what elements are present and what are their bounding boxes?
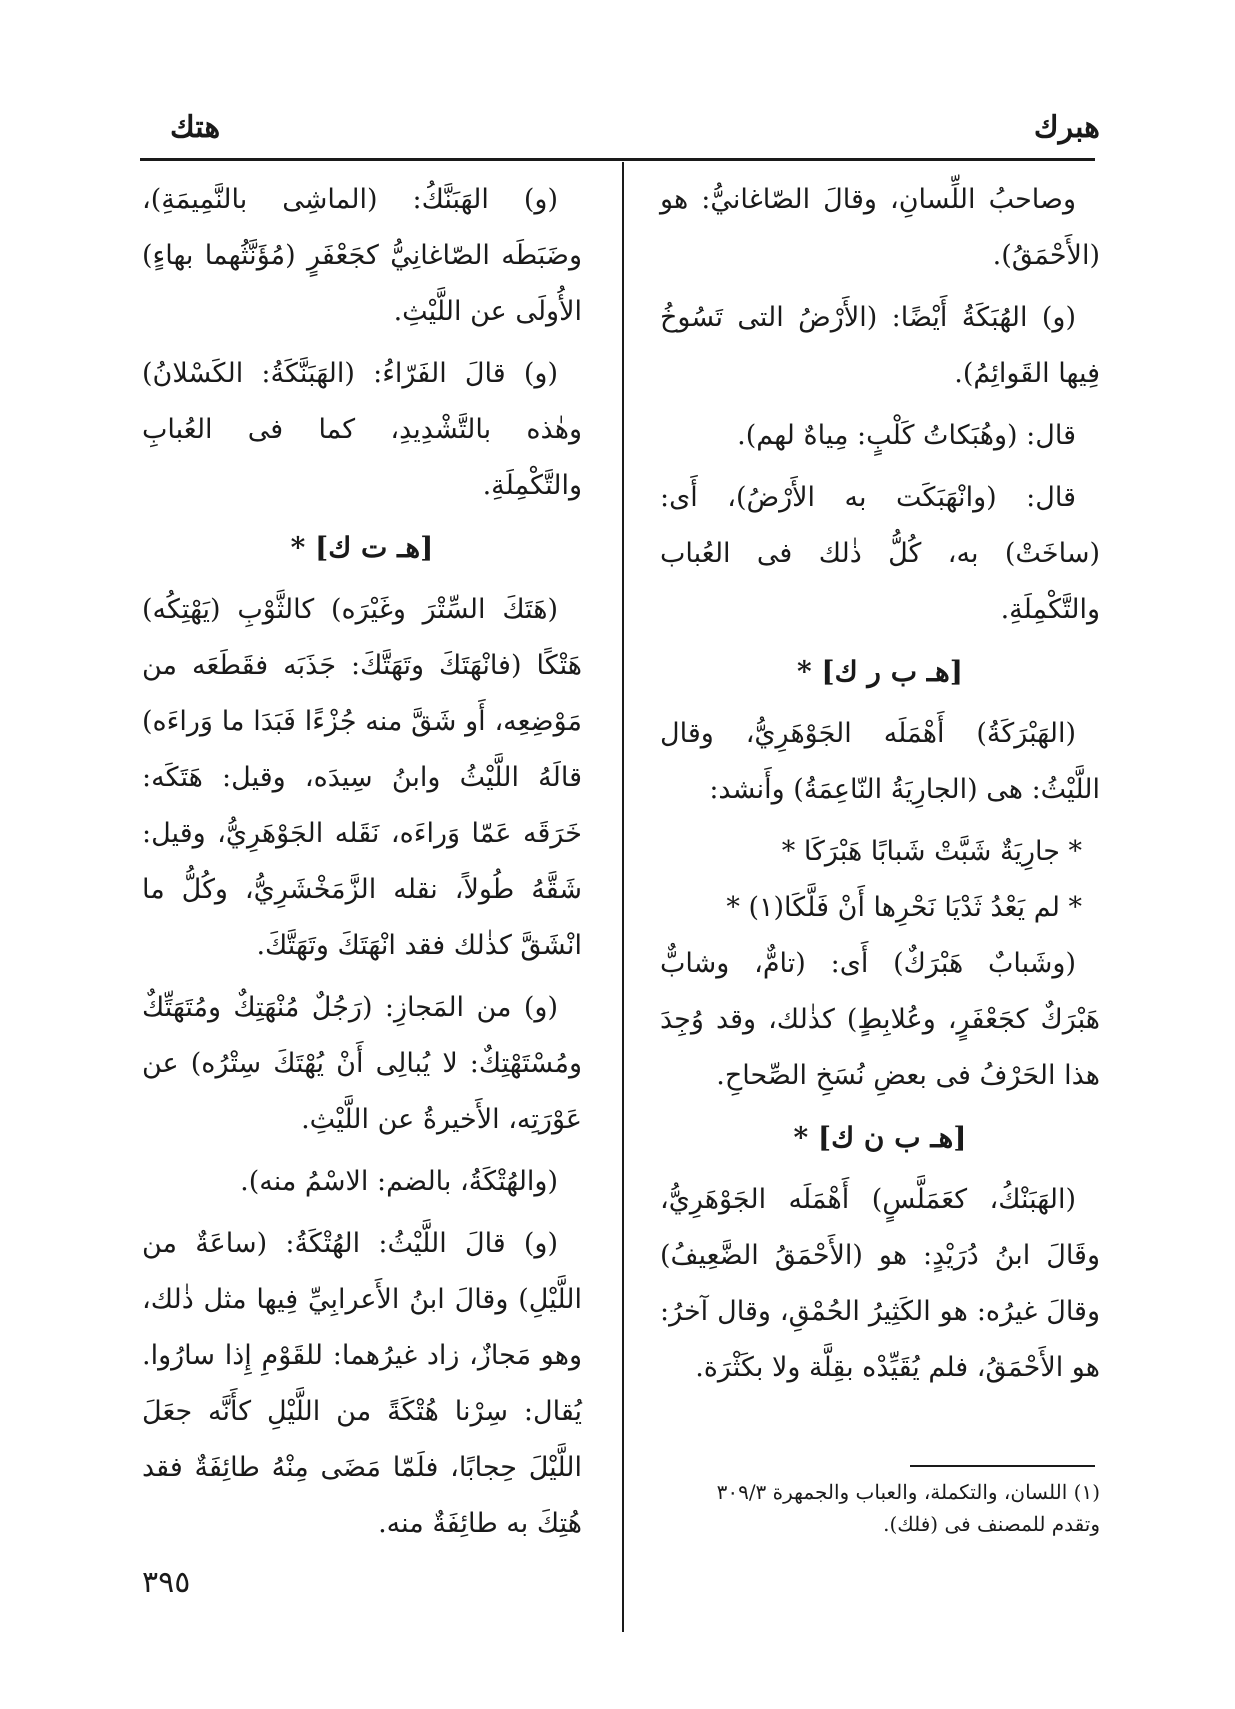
entry-paragraph: وصاحبُ اللِّسانِ، وقالَ الصّاغانيُّ: هو (الأَحْمَقُ).	[660, 184, 1100, 271]
entry-paragraph: (الهَبَنْكُ، كعَمَلَّسٍ) أَهْمَلَه الجَوْهَرِيُّ، وقَالَ ابنُ دُرَيْدٍ: هو (الأَحْمَقُ الضَّعِيفُ) وقالَ غيرُه: هو الكَثِيرُ الحُمْقِ، وقال آخرُ: هو الأَحْمَقُ، فلم يُقَيِّدْه بقِلَّة ولا بكَثْرَة.	[660, 1184, 1100, 1383]
entry-paragraph: قال: (وانْهَبَكَت به الأَرْضُ)، أَى: (ساخَتْ) به، كُلُّ ذٰلك فى العُباب والتَّكْمِلَةِ.	[660, 482, 1100, 625]
entry-paragraph: (و) الهَبَنَّكُ: (الماشِى بالنَّمِيمَةِ)، وضَبَطَه الصّاغانِيُّ كجَعْفَرٍ (مُؤَنَّثُهما بهاءٍ) الأُولَى عن اللَّيْثِ.	[142, 184, 582, 327]
entry-paragraph: (الهَبْرَكَةُ) أَهْمَلَه الجَوْهَرِيُّ، وقال اللَّيْثُ: هى (الجارِيَةُ النّاعِمَةُ) وأَنشد:	[660, 718, 1100, 805]
left-column	[142, 172, 582, 1558]
entry-paragraph: (و) قالَ الفَرّاءُ: (الهَبَنَّكَةُ: الكَسْلانُ) وهٰذه بالتَّشْدِيدِ، كما فى العُبابِ والتَّكْمِلَةِ.	[142, 358, 582, 501]
verse-line: * جارِيَةٌ شَبَّتْ شَبابًا هَبْرَكَا *	[781, 836, 1082, 867]
root-heading: [هـ ب ن ك] *	[793, 1121, 967, 1154]
entry-paragraph: قال: (وهُبَكاتُ كَلْبٍ: مِياهٌ لهم).	[737, 420, 1076, 451]
column-divider	[622, 162, 624, 1632]
root-heading: [هـ ب ر ك] *	[796, 655, 964, 688]
running-header-left: هتك	[170, 110, 221, 145]
header-rule	[140, 158, 1095, 161]
running-header-right: هبرك	[1033, 110, 1100, 145]
entry-paragraph: (هَتَكَ السِّتْرَ وغَيْرَه) كالثَّوْبِ (يَهْتِكُه) هَتْكًا (فانْهَتَكَ وتَهَتَّكَ: جَذَبَه فقَطَعَه من مَوْضِعِه، أَو شَقَّ منه جُزْءًا فَبَدَا ما وَراءَه) قالَهُ اللَّيْثُ وابنُ سِيدَه، وقيل: هَتَكَه: خَرَقَه عَمّا وَراءَه، نَقَله الجَوْهَرِيُّ، وقيل: شَقَّهُ طُولاً، نقله الزَّمَخْشَرِيُّ، وكُلُّ ما انْشَقَّ كذٰلك فقد انْهَتَكَ وتَهَتَّكَ.	[142, 594, 582, 961]
entry-paragraph: (والهُتْكَةُ، بالضم: الاسْمُ منه).	[240, 1166, 558, 1197]
footnote-rule	[910, 1465, 1095, 1467]
entry-paragraph: (و) قالَ اللَّيْثُ: الهُتْكَةُ: (ساعَةٌ من اللَّيْلِ) وقالَ ابنُ الأَعرابِيِّ فِيها مثل ذٰلك، وهو مَجازٌ، زاد غيرُهما: للقَوْمِ إِذا سارُوا. يُقال: سِرْنا هُتْكَةً من اللَّيْلِ كأَنَّه جعَلَ اللَّيْلَ حِجابًا، فلَمّا مَضَى مِنْهُ طائِفَةٌ فقد هُتِكَ به طائِفَةٌ منه.	[142, 1228, 582, 1539]
footnote	[660, 1476, 1100, 1540]
entry-paragraph: (و) من المَجازِ: (رَجُلٌ مُنْهَتِكٌ ومُتَهَتِّكٌ ومُسْتَهْتِكٌ: لا يُبالِى أَنْ يُهْتَكَ سِتْرُه) عن عَوْرَتِه، الأَخيرةُ عن اللَّيْثِ.	[142, 992, 582, 1135]
page-number: ٣٩٥	[142, 1565, 191, 1600]
footnote-line: وتقدم للمصنف فى (فلك).	[883, 1512, 1100, 1536]
entry-paragraph: (وشَبابٌ هَبْرَكٌ) أَى: (تامٌّ، وشابٌّ هَبْرَكٌ كجَعْفَرٍ، وعُلابِطٍ) كذٰلك، وقد وُجِدَ هذا الحَرْفُ فى بعضِ نُسَخِ الصِّحاحِ.	[660, 948, 1100, 1091]
right-column	[660, 172, 1100, 1402]
root-heading: [هـ ت ك] *	[290, 531, 434, 564]
verse-line: * لم يَعْدُ ثَدْيَا نَحْرِها أَنْ فَلَّكَا(١) *	[726, 892, 1082, 923]
entry-paragraph: (و) الهُبَكَةُ أَيْضًا: (الأَرْضُ التى تَسُوخُ فِيها القَوائِمُ).	[660, 302, 1100, 389]
footnote-line: (١) اللسان، والتكملة، والعباب والجمهرة ٣٠٩/٣	[716, 1480, 1100, 1504]
